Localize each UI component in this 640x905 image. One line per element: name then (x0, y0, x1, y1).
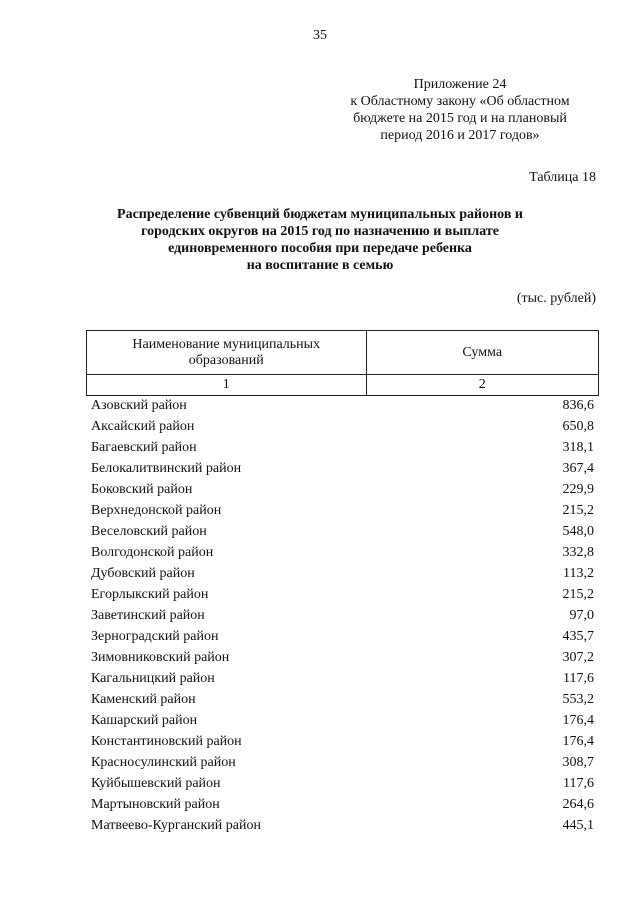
amount-value: 264,6 (562, 797, 594, 812)
column-header-name-line: образований (188, 352, 264, 368)
municipality-name: Мартыновский район (91, 797, 220, 812)
amount-value: 650,8 (562, 419, 594, 434)
amount-value: 836,6 (562, 398, 594, 413)
appendix-line: к Областному закону «Об областном (350, 94, 570, 109)
municipality-name: Константиновский район (91, 734, 242, 749)
table-number: Таблица 18 (529, 170, 596, 185)
column-number-row (87, 375, 599, 396)
column-number-2: 2 (366, 375, 599, 396)
table-row (91, 731, 594, 752)
municipality-name: Егорлыкский район (91, 587, 209, 602)
column-header-name-line: Наименование муниципальных (132, 336, 321, 352)
table-row (91, 773, 594, 794)
amount-value: 445,1 (562, 818, 594, 833)
amount-value: 308,7 (562, 755, 594, 770)
municipality-name: Багаевский район (91, 440, 197, 455)
title-line: городских округов на 2015 год по назначению и выплате (141, 224, 499, 239)
municipality-name: Кашарский район (91, 713, 198, 728)
title-line: на воспитание в семью (246, 258, 394, 273)
municipality-name: Белокалитвинский район (91, 461, 242, 476)
table-row (91, 647, 594, 668)
table-row (91, 815, 594, 836)
amount-value: 332,8 (562, 545, 594, 560)
municipality-name: Боковский район (91, 482, 193, 497)
municipality-name: Верхнедонской район (91, 503, 222, 518)
appendix-line: бюджете на 2015 год и на плановый (353, 111, 567, 126)
page-number: 35 (313, 28, 327, 43)
units-label: (тыс. рублей) (516, 291, 596, 306)
table-row (91, 479, 594, 500)
column-header-amount-line: Сумма (462, 344, 503, 360)
municipality-name: Матвеево-Курганский район (91, 818, 261, 833)
amount-value: 117,6 (563, 776, 594, 791)
municipality-name: Заветинский район (91, 608, 205, 623)
table-row (91, 584, 594, 605)
table-row (91, 458, 594, 479)
table-row (91, 542, 594, 563)
amount-value: 553,2 (562, 692, 594, 707)
amount-value: 117,6 (563, 671, 594, 686)
table-row (91, 500, 594, 521)
table-row (91, 416, 594, 437)
amount-value: 97,0 (569, 608, 594, 623)
amount-value: 307,2 (562, 650, 594, 665)
appendix-line: период 2016 и 2017 годов» (380, 128, 540, 143)
table-row (91, 794, 594, 815)
title-line: единовременного пособия при передаче ребенка (168, 241, 472, 256)
document-title (60, 206, 580, 274)
appendix-line: Приложение 24 (413, 77, 507, 92)
table-row (91, 605, 594, 626)
amount-value: 435,7 (562, 629, 594, 644)
municipality-name: Зерноградский район (91, 629, 219, 644)
column-number-1: 1 (87, 375, 367, 396)
municipality-name: Аксайский район (91, 419, 195, 434)
title-line: Распределение субвенций бюджетам муниципальных районов и (117, 207, 523, 222)
municipality-name: Дубовский район (91, 566, 195, 581)
amount-value: 318,1 (562, 440, 594, 455)
table-row (91, 521, 594, 542)
table-row (91, 668, 594, 689)
column-header-name (87, 331, 367, 375)
amount-value: 548,0 (562, 524, 594, 539)
municipality-name: Волгодонской район (91, 545, 214, 560)
amount-value: 176,4 (562, 734, 594, 749)
column-header-amount (366, 331, 599, 375)
municipality-name: Каменский район (91, 692, 196, 707)
header-row (87, 331, 599, 375)
table-row (91, 752, 594, 773)
table-row (91, 626, 594, 647)
amount-value: 367,4 (562, 461, 594, 476)
appendix-note (330, 76, 590, 144)
municipality-name: Веселовский район (91, 524, 207, 539)
municipality-name: Куйбышевский район (91, 776, 221, 791)
table-row (91, 437, 594, 458)
table-body (91, 395, 594, 836)
table-row (91, 689, 594, 710)
table-row (91, 710, 594, 731)
municipality-name: Красносулинский район (91, 755, 236, 770)
table-header (86, 330, 599, 396)
amount-value: 113,2 (563, 566, 594, 581)
amount-value: 176,4 (562, 713, 594, 728)
municipality-name: Кагальницкий район (91, 671, 215, 686)
municipality-name: Зимовниковский район (91, 650, 230, 665)
municipality-name: Азовский район (91, 398, 187, 413)
table-row (91, 563, 594, 584)
amount-value: 229,9 (562, 482, 594, 497)
amount-value: 215,2 (562, 587, 594, 602)
table-row (91, 395, 594, 416)
amount-value: 215,2 (562, 503, 594, 518)
